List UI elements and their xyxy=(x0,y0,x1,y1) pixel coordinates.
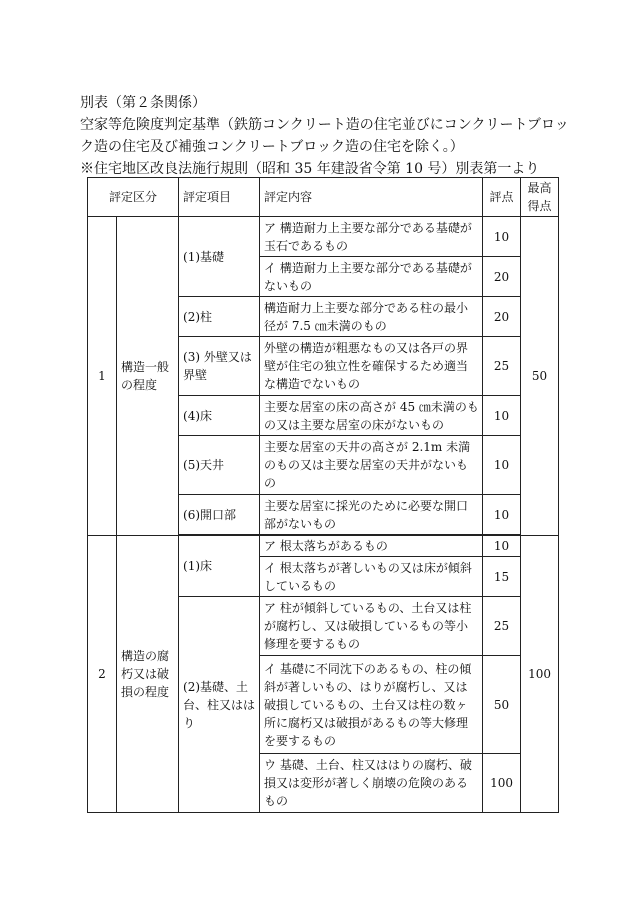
item-score: 50 xyxy=(483,656,521,754)
header-item: 評定項目 xyxy=(179,178,260,217)
item-content: ア 根太落ちがあるもの xyxy=(260,536,483,557)
risk-assessment-table xyxy=(87,177,559,813)
item-content: 主要な居室の床の高さが 45 ㎝未満のもの又は主要な居室の床がないもの xyxy=(260,396,483,436)
section-number: 2 xyxy=(88,536,117,813)
appendix-title: 別表（第２条関係） xyxy=(80,95,206,111)
section-name: 構造一般の程度 xyxy=(117,217,179,536)
item-content: ア 柱が傾斜しているもの、土台又は柱が腐朽し、又は破損しているもの等小修理を要するもの xyxy=(260,597,483,656)
table-row xyxy=(88,536,559,557)
item-content: イ 基礎に不同沈下のあるもの、柱の傾斜が著しいもの、はりが腐朽し、又は破損しているもの、土台又は柱の数ヶ所に腐朽又は破損があるもの等大修理を要するもの xyxy=(260,656,483,754)
table-row xyxy=(88,217,559,257)
item-score: 25 xyxy=(483,597,521,656)
item-label: (2)基礎、土台、柱又ははり xyxy=(179,597,260,813)
item-score: 10 xyxy=(483,396,521,436)
section-max-score: 100 xyxy=(521,536,559,813)
item-content: ウ 基礎、土台、柱又ははりの腐朽、破損又は変形が著しく崩壊の危険のあるもの xyxy=(260,754,483,813)
item-label: (1)基礎 xyxy=(179,217,260,297)
section-name: 構造の腐朽又は破損の程度 xyxy=(117,536,179,813)
item-label: (1)床 xyxy=(179,536,260,597)
table-header-row xyxy=(88,178,559,217)
item-content: 外壁の構造が粗悪なもの又は各戸の界壁が住宅の独立性を確保するため適当な構造でないもの xyxy=(260,337,483,396)
header-max-score: 最高得点 xyxy=(521,178,559,217)
criteria-title-line-2: ク造の住宅及び補強コンクリートブロック造の住宅を除く。） xyxy=(80,139,464,155)
header-category: 評定区分 xyxy=(88,178,179,217)
item-score: 10 xyxy=(483,436,521,495)
item-label: (4)床 xyxy=(179,396,260,436)
item-content: ア 構造耐力上主要な部分である基礎が玉石であるもの xyxy=(260,217,483,257)
item-content: 主要な居室に採光のために必要な開口部がないもの xyxy=(260,495,483,535)
item-score: 15 xyxy=(483,557,521,597)
item-score: 100 xyxy=(483,754,521,813)
item-score: 20 xyxy=(483,257,521,297)
item-label: (5)天井 xyxy=(179,436,260,495)
item-score: 10 xyxy=(483,495,521,535)
item-label: (2)柱 xyxy=(179,297,260,337)
item-label: (6)開口部 xyxy=(179,495,260,535)
item-score: 25 xyxy=(483,337,521,396)
criteria-title-line-1: 空家等危険度判定基準（鉄筋コンクリート造の住宅並びにコンクリートブロッ xyxy=(80,117,569,133)
header-content: 評定内容 xyxy=(260,178,483,217)
item-score: 10 xyxy=(483,217,521,257)
item-content: 主要な居室の天井の高さが 2.1m 未満のもの又は主要な居室の天井がないもの xyxy=(260,436,483,495)
header-score: 評点 xyxy=(483,178,521,217)
item-score: 10 xyxy=(483,536,521,557)
item-content: イ 根太落ちが著しいもの又は床が傾斜しているもの xyxy=(260,557,483,597)
section-number: 1 xyxy=(88,217,117,536)
item-content: イ 構造耐力上主要な部分である基礎がないもの xyxy=(260,257,483,297)
source-note: ※住宅地区改良法施行規則（昭和 35 年建設省令第 10 号）別表第一より xyxy=(80,161,540,177)
section-max-score: 50 xyxy=(521,217,559,536)
item-score: 20 xyxy=(483,297,521,337)
item-content: 構造耐力上主要な部分である柱の最小径が 7.5 ㎝未満のもの xyxy=(260,297,483,337)
item-label: (3) 外壁又は界壁 xyxy=(179,337,260,396)
